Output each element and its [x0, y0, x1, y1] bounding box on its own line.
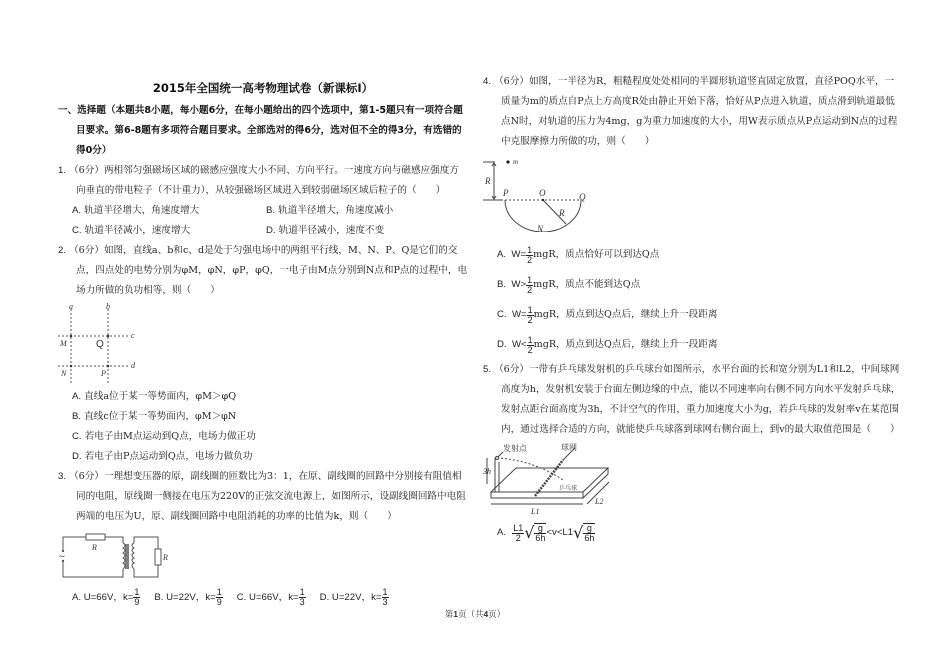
question-score: （6分）	[69, 245, 104, 256]
question-stem: 一带有乒乓球发射机的乒乓球台如图所示，水平台面的长和宽分别为L1和L2，中间球网高度为h，发射机安装于台面左侧边缘的中点，能以不同速率向右侧不同方向水平发射乒乓球，发射点距台面高度为3h，不计空气的作用，重力加速度大小为g，若乒乓球的发射率v在某范围内，通过选择合适的方向，就能使乒乓球落到球网右侧台面上，到v的最大取值范围是（ ）	[501, 364, 901, 435]
question-number: 5.	[483, 364, 492, 375]
question-stem: 如图，直线a、b和c、d是处于匀强电场中的两组平行线，M、N、P、Q是它们的交点，四点处的电势分别为φM，φN，φP，φQ，一电子由M点分别到N点和P点的过程中，电场力所做的负功相等，则（ ）	[76, 245, 468, 296]
question-score: （6分）	[494, 76, 529, 87]
option-b: B. U=22V，k= $\frac{1}{9}$	[154, 586, 222, 607]
svg-text:L2: L2	[595, 497, 604, 506]
svg-text:发射点: 发射点	[503, 444, 527, 453]
question-stem: 一理想变压器的原，副线圈的匝数比为3：1，在原、副线圈的回路中分别接有阻值相同的电阻，原线圈一侧接在电压为220V的正弦交流电源上，如图所示，设副线圈回路中电阻两端的电压为U，原、副线圈回路中电阻消耗的功率的比值为k，则（ ）	[76, 471, 466, 522]
table-diagram	[483, 442, 613, 518]
svg-text:R: R	[485, 176, 491, 186]
svg-text:N: N	[61, 369, 67, 378]
question-2	[58, 241, 468, 301]
option-a: A. 轨道半径增大，角速度增大	[72, 205, 200, 216]
options-row	[58, 201, 468, 221]
option-b: B. W> $\frac{1}{2}$ mgR，质点不能到达Q点	[497, 274, 641, 295]
option-a: A. W= $\frac{1}{2}$ mgR，质点恰好可以到达Q点	[497, 244, 660, 265]
svg-text:Q: Q	[96, 339, 104, 350]
left-column	[58, 72, 468, 613]
svg-text:c: c	[131, 331, 135, 340]
svg-text:乒乓球: 乒乓球	[559, 485, 578, 492]
svg-text:b: b	[106, 303, 110, 311]
svg-text:球网: 球网	[561, 443, 577, 452]
option-a: A. U=66V，k= $\frac{1}{9}$	[72, 586, 140, 607]
svg-text:a: a	[69, 303, 73, 311]
svg-text:3h: 3h	[483, 467, 491, 476]
right-column	[483, 72, 903, 546]
question-score: （6分）	[69, 471, 104, 482]
option-d: D. U=22V，k= $\frac{1}{3}$	[319, 586, 388, 607]
option-a: A. 直线a位于某一等势面内，φM＞φQ	[72, 391, 237, 402]
svg-text:R: R	[92, 543, 97, 552]
question-score: （6分）	[69, 165, 104, 176]
options-row	[58, 221, 468, 241]
question-1	[58, 161, 468, 201]
page-total: 4	[483, 609, 489, 619]
option-d: D. W< $\frac{1}{2}$ mgR，质点到达Q点后，继续上升一段距离	[497, 334, 718, 355]
question-number: 4.	[483, 76, 492, 87]
question-stem: 如图，一半径为R，粗糙程度处处相同的半圆形轨道竖直固定放置，直径POQ水平，一质量为m的质点自P点上方高度R处由静止开始下落，恰好从P点进入轨道，质点滑到轨道最低点N时，对轨道的压力为4mg，g为重力加速度的大小，用W表示质点从P点运动到N点的过程中克服摩擦力所做的功，则（ ）	[501, 76, 898, 147]
transformer-diagram	[58, 529, 168, 581]
option-d: D. 轨道半径减小，速度不变	[266, 225, 385, 236]
option-c: C. 若电子由M点运动到Q点，电场力做正功	[72, 431, 256, 442]
question-3	[58, 467, 468, 527]
svg-text:M: M	[60, 339, 67, 348]
question-score: （6分）	[494, 364, 529, 375]
exam-title: 2015年全国统一高考物理试卷（新课标Ⅰ）	[152, 81, 374, 95]
option-c: C. U=66V，k= $\frac{1}{3}$	[236, 586, 305, 607]
question-number: 1.	[58, 165, 67, 176]
svg-text:N: N	[537, 224, 544, 232]
option-c: C. W= $\frac{1}{2}$ mgR，质点到达Q点后，继续上升一段距离	[497, 304, 718, 325]
figure-ping-pong-table	[483, 442, 903, 518]
figure-electric-field-grid	[58, 303, 468, 385]
option-b: B. 轨道半径增大，角速度减小	[266, 205, 394, 216]
question-stem: 两相邻匀强磁场区域的磁感应强度大小不同、方向平行。一速度方向与磁感应强度方向垂直的带电粒子（不计重力），从较强磁场区域进入到较弱磁场区域后粒子的（ ）	[76, 165, 459, 196]
figure-transformer-circuit	[58, 529, 468, 581]
svg-text:L1: L1	[531, 507, 540, 516]
option-b: B. 直线c位于某一等势面内，φM＞φN	[72, 411, 237, 422]
option-d: D. 若电子由P点运动到Q点，电场力做负功	[72, 451, 253, 462]
page-number: 1	[453, 609, 458, 619]
svg-text:P: P	[503, 188, 509, 198]
svg-text:O: O	[539, 188, 546, 198]
option-a: A. $\frac{L1}{2}$ √ $\frac{g}{6h}$ <v<L1 √ $\frac{g}{6h}$	[497, 522, 595, 543]
svg-text:~: ~	[58, 552, 66, 562]
question-number: 2.	[58, 245, 67, 256]
figure-semicircle-track	[483, 154, 903, 232]
svg-text:m: m	[513, 158, 519, 166]
section-heading: 一、选择题（本题共8小题，每小题6分，在每小题给出的四个选项中，第1-5题只有一项符合题目要求。第6-8题有多项符合题目要求。全部选对的得6分，选对但不全的得3分，有选错的得0分）	[58, 105, 463, 156]
page-footer: 第1页（共4页）	[444, 609, 506, 620]
option-c: C. 轨道半径减小，速度增大	[72, 225, 191, 236]
semicircle-diagram	[483, 154, 603, 232]
svg-text:R: R	[559, 208, 565, 218]
svg-text:P: P	[101, 369, 106, 378]
svg-text:Q: Q	[579, 192, 586, 202]
svg-text:d: d	[131, 361, 135, 370]
question-4	[483, 72, 903, 152]
grid-diagram	[58, 303, 158, 385]
question-5	[483, 360, 903, 440]
question-number: 3.	[58, 471, 67, 482]
svg-text:R: R	[163, 553, 168, 562]
